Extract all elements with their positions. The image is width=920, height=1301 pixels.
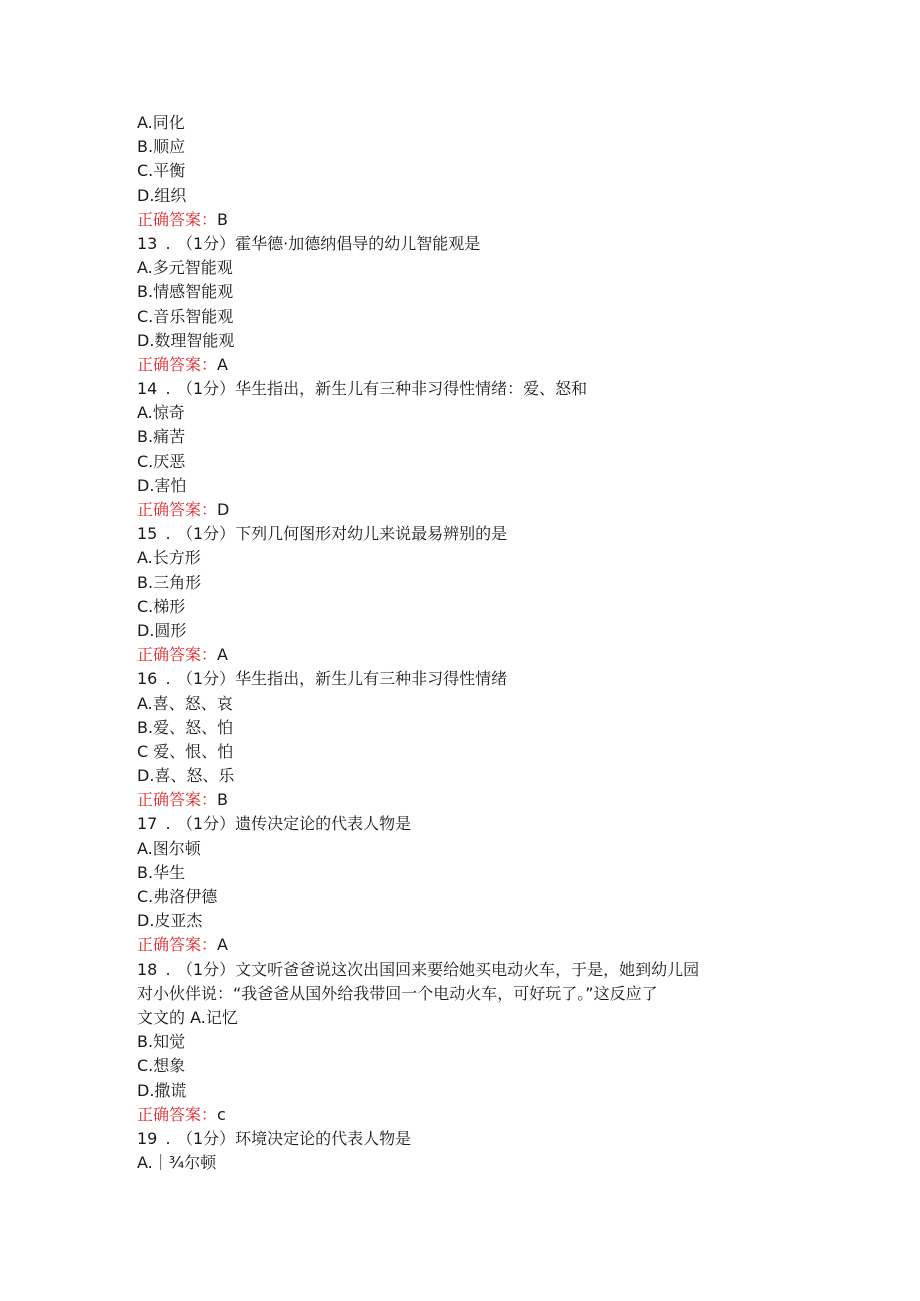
option-c: C.平衡 [137, 161, 186, 181]
question-number: 14 [137, 379, 158, 399]
answer-label: 正确答案： [137, 1104, 218, 1124]
option-b: B.情感智能观 [137, 282, 234, 302]
question-dot: . [165, 1128, 171, 1148]
option-d: D.害怕 [137, 475, 187, 495]
answer-label: 正确答案： [137, 645, 218, 665]
answer-label: 正确答案： [137, 790, 218, 810]
option-c: C.厌恶 [137, 451, 186, 471]
answer-value: A [217, 935, 228, 955]
question-number: 16 [137, 669, 158, 689]
correct-answer [137, 788, 797, 812]
option-c: C 爱、恨、怕 [137, 741, 234, 761]
option-a: A.｜¾尔顿 [137, 1153, 217, 1173]
question-dot: . [165, 233, 171, 253]
option-b: B.顺应 [137, 137, 186, 157]
option-d: D.组织 [137, 185, 187, 205]
correct-answer [137, 1103, 797, 1127]
option-d: D.数理智能观 [137, 330, 235, 350]
question-text-line-2: 对小伙伴说：“我爸爸从国外给我带回一个电动火车，可好玩了。”这反应了 [137, 983, 658, 1003]
answer-value: A [217, 354, 228, 374]
exam-page [137, 111, 797, 1175]
answer-label: 正确答案： [137, 935, 218, 955]
question-block [137, 377, 797, 522]
question-stem: （1分）华生指出，新生儿有三种非习得性情绪 [177, 669, 508, 689]
option-d: D.撒谎 [137, 1080, 187, 1100]
question-text [137, 667, 797, 691]
question-block [137, 1127, 797, 1175]
option-d: D.皮亚杰 [137, 911, 203, 931]
question-text [137, 522, 797, 546]
question-text [137, 812, 797, 836]
question-stem: （1分）环境决定论的代表人物是 [177, 1128, 412, 1148]
answer-label: 正确答案： [137, 354, 218, 374]
answer-label: 正确答案： [137, 209, 218, 229]
option-a: A.喜、怒、哀 [137, 693, 233, 713]
correct-answer [137, 208, 797, 232]
option-c: C.梯形 [137, 596, 186, 616]
option-c: C.音乐智能观 [137, 306, 234, 326]
question-text-line-1 [137, 958, 797, 982]
question-number: 18 [137, 959, 158, 979]
answer-label: 正确答案： [137, 500, 218, 519]
option-a: A.图尔顿 [137, 838, 201, 858]
question-dot: . [165, 814, 171, 834]
question-stem: （1分）华生指出，新生儿有三种非习得性情绪：爱、怒和 [177, 379, 588, 399]
option-a: A.多元智能观 [137, 258, 233, 278]
question-text [137, 377, 797, 401]
answer-value: D [217, 500, 230, 519]
correct-answer [137, 933, 797, 957]
option-a: A.长方形 [137, 548, 201, 568]
answer-value: B [217, 209, 228, 229]
question-stem: （1分）文文听爸爸说这次出国回来要给她买电动火车，于是，她到幼儿园 [177, 959, 700, 979]
question-dot: . [165, 669, 171, 689]
question-dot: . [165, 959, 171, 979]
question-text-line-3: 文文的 A.记忆 [137, 1007, 238, 1027]
option-c: C.想象 [137, 1056, 186, 1076]
correct-answer [137, 498, 797, 522]
question-number: 13 [137, 233, 158, 253]
question-number: 19 [137, 1128, 158, 1148]
option-b: B.三角形 [137, 572, 202, 592]
option-a: A.同化 [137, 113, 185, 132]
question-stem: （1分）下列几何图形对幼儿来说最易辨别的是 [177, 524, 508, 544]
answer-value: c [217, 1104, 226, 1124]
option-d: D.圆形 [137, 620, 187, 640]
option-d: D.喜、怒、乐 [137, 766, 235, 786]
question-block [137, 232, 797, 377]
question-dot: . [165, 379, 171, 399]
option-b: B.爱、怒、怕 [137, 717, 234, 737]
answer-value: A [217, 645, 228, 665]
question-block [137, 522, 797, 667]
question-block [137, 667, 797, 812]
question-stem: （1分）遗传决定论的代表人物是 [177, 814, 412, 834]
question-number: 17 [137, 814, 158, 834]
option-c: C.弗洛伊德 [137, 887, 218, 906]
question-stem: （1分）霍华德·加德纳倡导的幼儿智能观是 [177, 233, 481, 253]
answer-value: B [217, 790, 228, 810]
question-text [137, 232, 797, 256]
option-b: B.华生 [137, 862, 186, 882]
option-b: B.痛苦 [137, 427, 186, 447]
correct-answer [137, 353, 797, 377]
question-block [137, 812, 797, 957]
question-block [137, 958, 797, 1127]
question-text [137, 1127, 797, 1151]
option-b: B.知觉 [137, 1032, 186, 1052]
question-block [137, 111, 797, 232]
option-a: A.惊奇 [137, 403, 185, 423]
question-number: 15 [137, 524, 158, 544]
question-dot: . [165, 524, 171, 544]
correct-answer [137, 643, 797, 667]
